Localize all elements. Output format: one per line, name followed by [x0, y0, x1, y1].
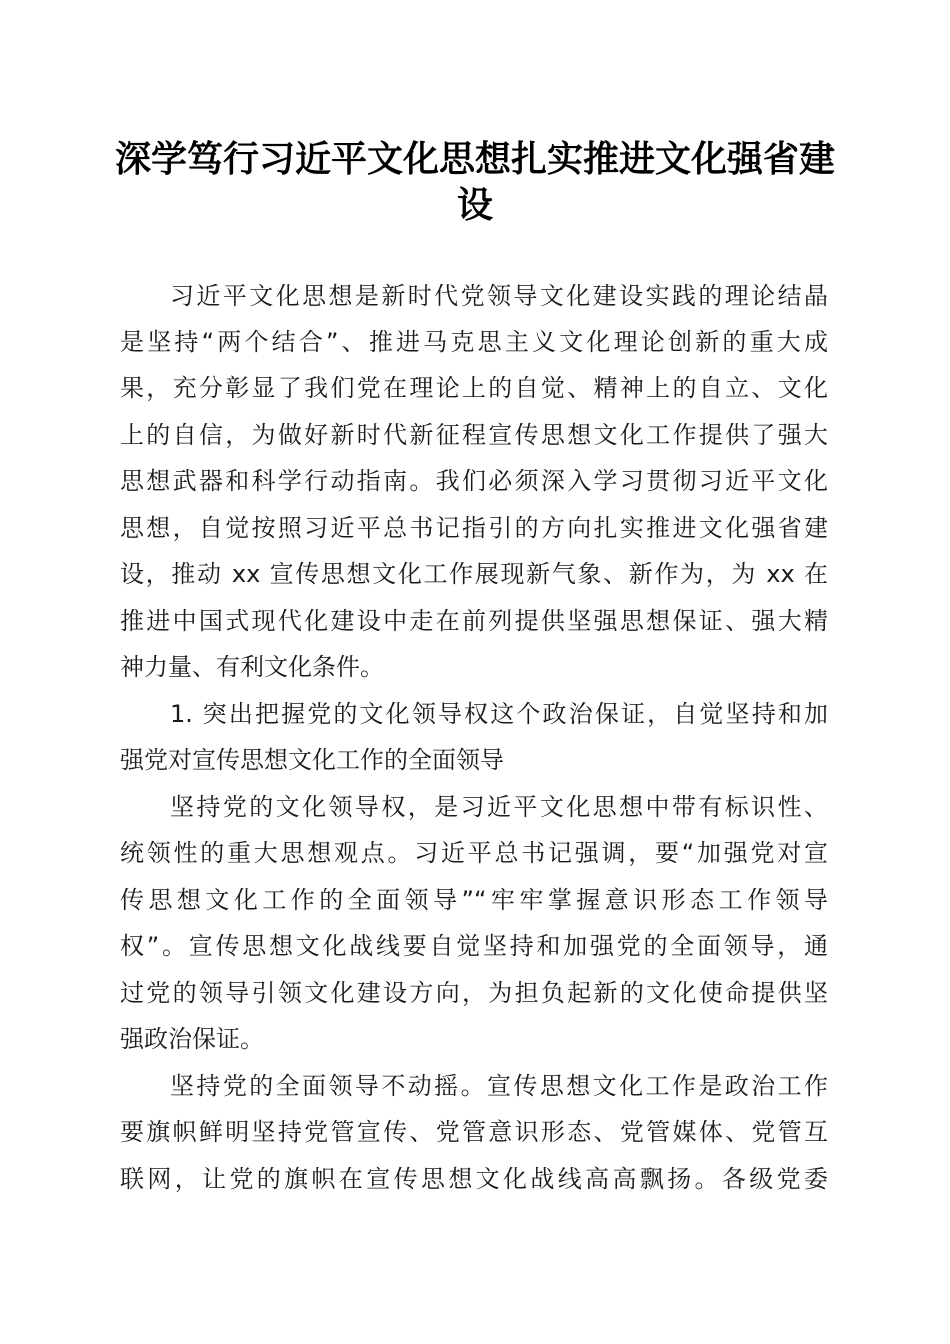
paragraph-line: 坚持党的全面领导不动摇。宣传思想文化工作是政治工作: [170, 1072, 828, 1100]
paragraph-line: 上的自信，为做好新时代新征程宣传思想文化工作提供了强大: [120, 421, 828, 449]
document-title-line-2: 设: [456, 184, 493, 226]
paragraph-line: 思想武器和科学行动指南。我们必须深入学习贯彻习近平文化: [120, 467, 828, 495]
paragraph-line: 传思想文化工作的全面领导”“牢牢掌握意识形态工作领导: [120, 886, 828, 914]
paragraph-line: 要旗帜鲜明坚持党管宣传、党管意识形态、党管媒体、党管互: [120, 1118, 828, 1146]
document-title-line-1: 深学笃行习近平文化思想扎实推进文化强省建: [114, 138, 835, 180]
paragraph-line: 强政治保证。: [120, 1025, 264, 1053]
paragraph-line: 思想，自觉按照习近平总书记指引的方向扎实推进文化强省建: [120, 514, 828, 542]
paragraph-line: 果，充分彰显了我们党在理论上的自觉、精神上的自立、文化: [120, 374, 828, 402]
paragraph-line: 习近平文化思想是新时代党领导文化建设实践的理论结晶: [170, 282, 828, 310]
paragraph-line: 权”。宣传思想文化战线要自觉坚持和加强党的全面领导，通: [120, 932, 828, 960]
paragraph-line: 推进中国式现代化建设中走在前列提供坚强思想保证、强大精: [120, 607, 828, 635]
paragraph-line: 设，推动 xx 宣传思想文化工作展现新气象、新作为，为 xx 在: [120, 560, 828, 588]
paragraph-line: 神力量、有利文化条件。: [120, 653, 384, 681]
paragraph-line: 统领性的重大思想观点。习近平总书记强调，要“加强党对宣: [120, 839, 828, 867]
paragraph-line: 联网，让党的旗帜在宣传思想文化战线高高飘扬。各级党委: [120, 1165, 828, 1193]
paragraph-line: 是坚持“两个结合”、推进马克思主义文化理论创新的重大成: [120, 328, 828, 356]
section-heading-line: 强党对宣传思想文化工作的全面领导: [120, 746, 504, 774]
paragraph-line: 坚持党的文化领导权，是习近平文化思想中带有标识性、: [170, 793, 828, 821]
paragraph-line: 过党的领导引领文化建设方向，为担负起新的文化使命提供坚: [120, 979, 828, 1007]
section-heading-line: 1. 突出把握党的文化领导权这个政治保证，自觉坚持和加: [170, 700, 828, 728]
